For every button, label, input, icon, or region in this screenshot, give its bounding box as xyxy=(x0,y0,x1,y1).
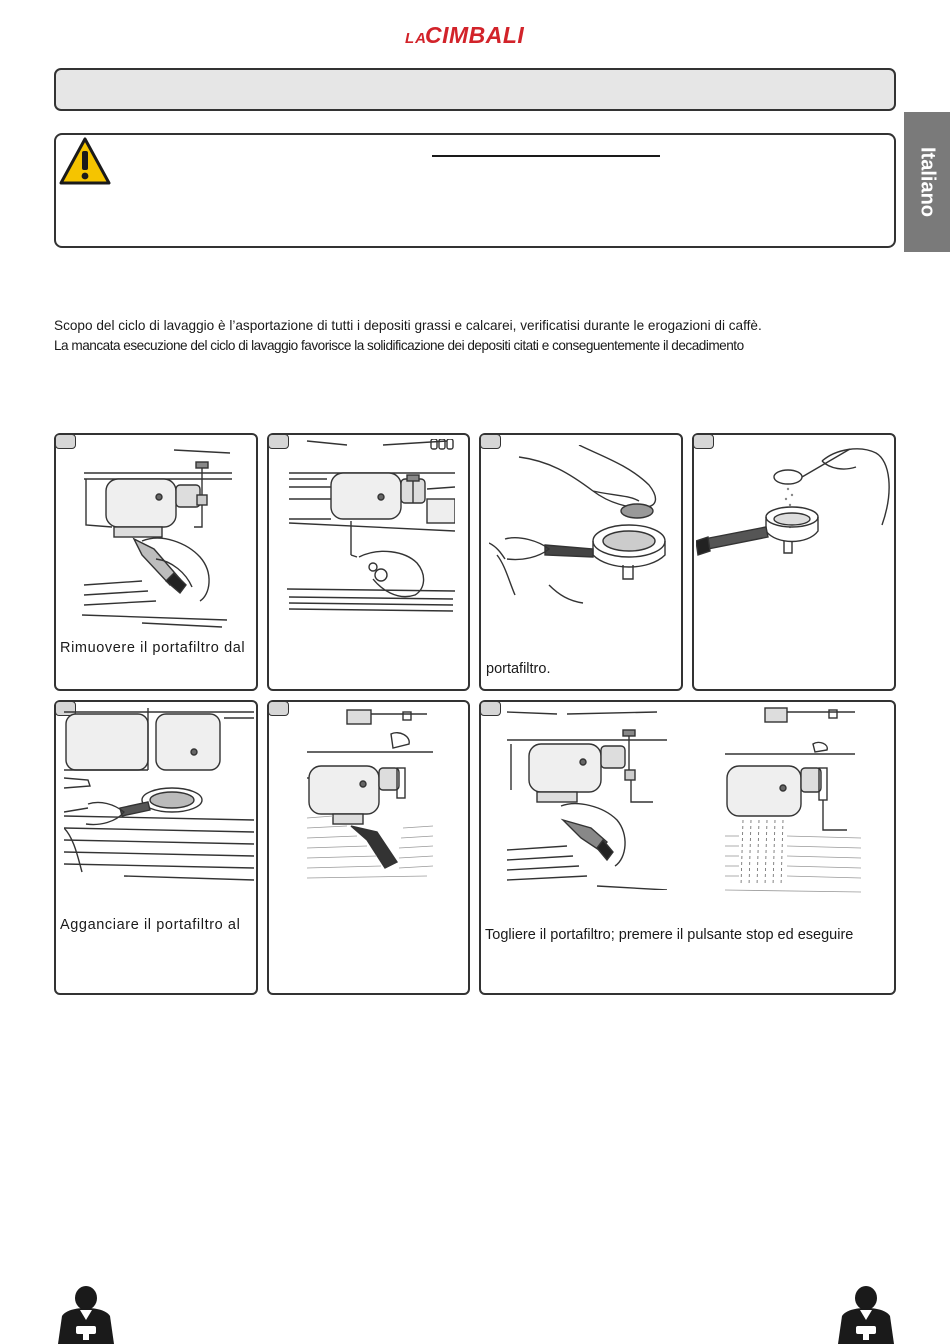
brand-logo xyxy=(405,22,545,52)
group-head-illustration xyxy=(287,439,455,617)
step-panel-5 xyxy=(54,700,258,995)
step-panel-6 xyxy=(267,700,470,995)
step-caption: Togliere il portafiltro; premere il pulsante stop ed eseguire xyxy=(485,927,854,943)
portafilter-hook-illustration xyxy=(64,708,254,898)
step-panel-1 xyxy=(54,433,258,691)
step-badge xyxy=(55,434,76,449)
step-panel-4 xyxy=(692,433,896,691)
detergent-spoon-illustration xyxy=(696,441,894,591)
step-caption: Agganciare il portafiltro al xyxy=(60,917,241,933)
step-panel-2 xyxy=(267,433,470,691)
step-caption: portafiltro. xyxy=(486,661,551,677)
language-tab[interactable] xyxy=(904,112,950,252)
brand-name: CIMBALI xyxy=(425,22,525,48)
language-tab-label: Italiano xyxy=(916,146,939,218)
step-panel-3 xyxy=(479,433,683,691)
group-head-illustration xyxy=(82,445,232,630)
step-caption: Rimuovere il portafiltro dal xyxy=(60,640,246,656)
warning-title-underline xyxy=(432,155,660,157)
press-button-illustration xyxy=(307,708,437,880)
step-badge xyxy=(268,434,289,449)
warning-box xyxy=(54,133,896,248)
warning-triangle-icon xyxy=(59,137,111,185)
step-badge xyxy=(480,701,501,716)
section-title-bar xyxy=(54,68,896,111)
step-badge xyxy=(268,701,289,716)
technician-icon xyxy=(54,1284,118,1344)
portafilter-disk-illustration xyxy=(489,445,679,610)
step-panel-7 xyxy=(479,700,896,995)
washing-cycle-illustration xyxy=(725,706,865,896)
intro-line-2: La mancata esecuzione del ciclo di lavaggio favorisce la solidificazione dei depositi citati e conseguentemente il decadimento xyxy=(54,338,744,353)
intro-line-1: Scopo del ciclo di lavaggio è l’asportazione di tutti i depositi grassi e calcarei, verificatisi durante le erogazioni di caffè. xyxy=(54,318,762,333)
technician-icon xyxy=(834,1284,898,1344)
brand-prefix: LA xyxy=(405,30,427,47)
intro-text xyxy=(54,316,896,356)
remove-portafilter-illustration xyxy=(507,710,667,890)
